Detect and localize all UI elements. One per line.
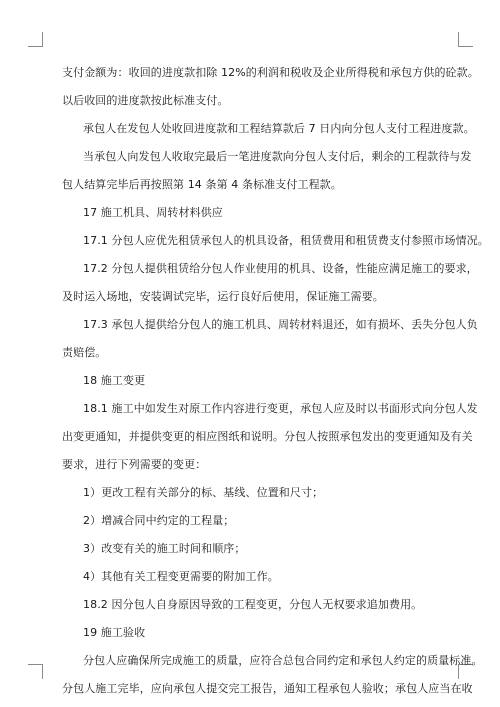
paragraph-line: 及时运入场地，安装调试完毕，运行良好后使用，保证施工需要。 xyxy=(62,290,384,303)
section-heading: 19 施工验收 xyxy=(83,626,146,639)
list-item: 3）改变有关的施工时间和顺序； xyxy=(83,542,246,555)
paragraph-line: 责赔偿。 xyxy=(62,346,107,359)
list-item: 2）增减合同中约定的工程量； xyxy=(83,514,235,527)
section-heading: 17 施工机具、周转材料供应 xyxy=(83,206,223,219)
paragraph-line: 17.3 承包人提供给分包人的施工机具、周转材料退还，如有损坏、丢失分包人负 xyxy=(83,318,478,331)
crop-mark-bottom-left xyxy=(28,664,43,679)
crop-mark-top-left xyxy=(28,32,43,47)
section-heading: 18 施工变更 xyxy=(83,374,146,387)
paragraph-line: 分包人应确保所完成施工的质量，应符合总包合同约定和承包人约定的质量标准。 xyxy=(83,654,483,667)
paragraph-line: 17.1 分包人应优先租赁承包人的机具设备，租赁费用和租赁费支付参照市场情况。 xyxy=(83,234,489,247)
paragraph-line: 分包人施工完毕，应向承包人提交完工报告，通知工程承包人验收；承包人应当在收 xyxy=(62,682,473,695)
paragraph-line: 包人结算完毕后再按照第 14 条第 4 条标准支付工程款。 xyxy=(62,178,342,191)
list-item: 4）其他有关工程变更需要的附加工作。 xyxy=(83,570,279,583)
crop-mark-top-right xyxy=(458,32,473,47)
paragraph-line: 17.2 分包人提供租赁给分包人作业使用的机具、设备，性能应满足施工的要求， xyxy=(83,262,478,275)
paragraph-line: 当承包人向发包人收取完最后一笔进度款向分包人支付后，剩余的工程款待与发 xyxy=(83,150,472,163)
paragraph-line: 承包人在发包人处收回进度款和工程结算款后 7 日内向分包人支付工程进度款。 xyxy=(83,122,475,135)
paragraph-line: 18.2 因分包人自身原因导致的工程变更，分包人无权要求追加费用。 xyxy=(83,598,423,611)
paragraph-line: 要求，进行下列需要的变更： xyxy=(62,458,207,471)
document-body xyxy=(62,64,489,698)
paragraph-line: 18.1 施工中如发生对原工作内容进行变更，承包人应及时以书面形式向分包人发 xyxy=(83,402,478,415)
paragraph-line: 以后收回的进度款按此标准支付。 xyxy=(62,94,229,107)
paragraph-line: 出变更通知，并提供变更的相应图纸和说明。分包人按照承包发出的变更通知及有关 xyxy=(62,430,473,443)
list-item: 1）更改工程有关部分的标、基线、位置和尺寸； xyxy=(83,486,324,499)
paragraph-line: 支付金额为：收回的进度款扣除 12%的利润和税收及企业所得税和承包方供的砼款。 xyxy=(62,66,479,79)
